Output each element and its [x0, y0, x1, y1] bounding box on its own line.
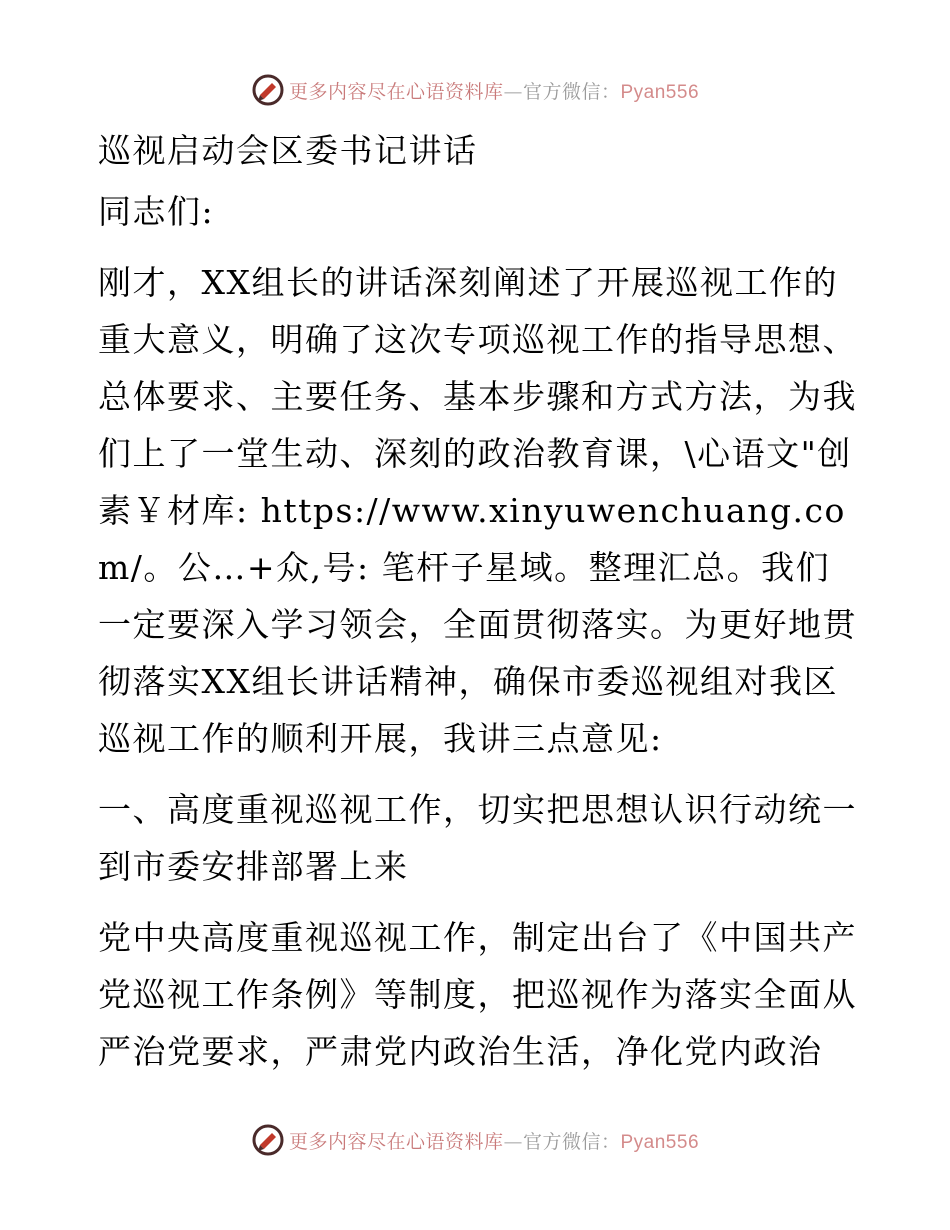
paragraph-2: 党中央高度重视巡视工作，制定出台了《中国共产党巡视工作条例》等制度，把巡视作为落实全面从严治党要求，严肃党内政治生活，净化党内政治 — [98, 918, 857, 1071]
document-title: 巡视启动会区委书记讲话 — [98, 131, 478, 170]
paragraph-1: 刚才，XX组长的讲话深刻阐述了开展巡视工作的重大意义，明确了这次专项巡视工作的指导思想、总体要求、主要任务、基本步骤和方式方法，为我们上了一堂生动、深刻的政治教育课，\心语文"创素￥材库: https://www.xinyuwenchuang.com/。公…+众,号: 笔杆子星域。整理汇总。我们一定要深入学习领会，全面贯彻落实。为更好地贯彻落实XX组长讲话精神，确保市委巡视组对我区巡视工作的顺利开展，我讲三点意见: — [98, 263, 857, 758]
banner-text — [289, 1127, 699, 1154]
banner-contact-label: 官方微信： — [522, 1130, 621, 1153]
banner-dash: — — [503, 1130, 523, 1153]
banner-dash: — — [503, 80, 523, 103]
header-banner — [0, 70, 950, 110]
document-greeting: 同志们: — [98, 192, 215, 231]
banner-handle: Pyan556 — [620, 81, 700, 103]
banner-main-text: 更多内容尽在心语资料库 — [288, 1130, 504, 1153]
document-body — [98, 122, 858, 1080]
footer-banner — [0, 1120, 950, 1160]
section-heading-1: 一、高度重视巡视工作，切实把思想认识行动统一到市委安排部署上来 — [98, 790, 857, 886]
banner-handle: Pyan556 — [620, 1131, 700, 1153]
banner-contact-label: 官方微信： — [522, 80, 621, 103]
banner-main-text: 更多内容尽在心语资料库 — [288, 80, 504, 103]
banner-text — [289, 77, 699, 104]
brand-logo-icon — [251, 73, 285, 107]
brand-logo-icon — [251, 1123, 285, 1157]
